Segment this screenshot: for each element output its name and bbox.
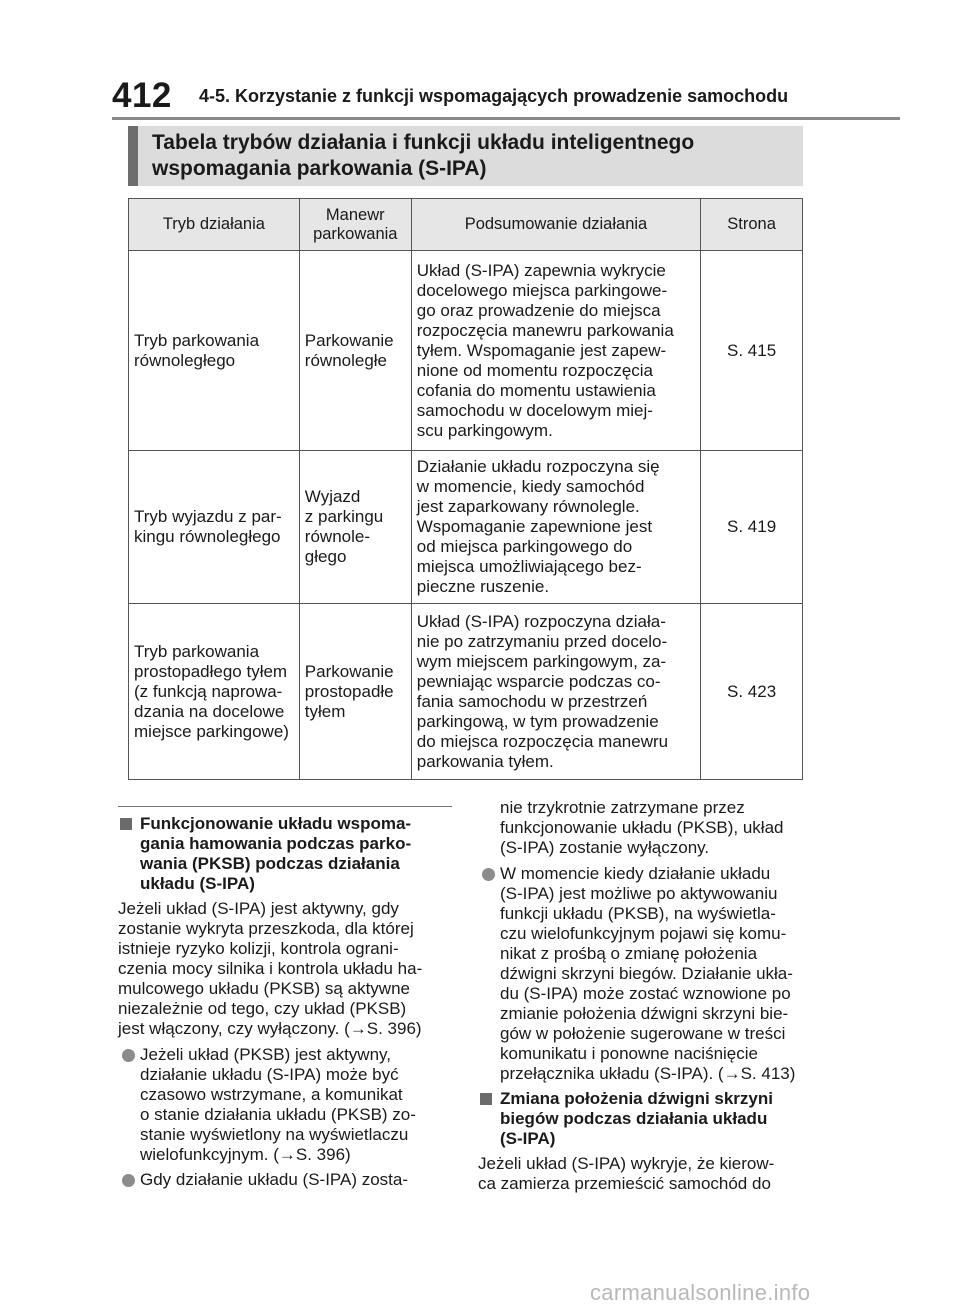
header-rule bbox=[112, 117, 900, 120]
paragraph-pksb: Jeżeli układ (S-IPA) jest aktywny, gdy zostanie wykryta przeszkoda, dla której istnieje ryzyko kolizji, kontrola ograni- czenia mocy silnika i kontrola układu ha- mulcowego układu (PKSB) są aktywne niezależnie od tego, czy układ (PKSB) jest włączony, czy wyłączony. (→S. 396) bbox=[118, 899, 423, 1038]
cell-page: S. 415 bbox=[701, 251, 803, 451]
section-title-line-1: Tabela trybów działania i funkcji układu inteligentnego bbox=[152, 131, 695, 154]
cell-maneuver: Parkowanie prostopadłe tyłem bbox=[299, 604, 411, 780]
header-mode: Tryb działania bbox=[129, 199, 300, 251]
section-title bbox=[152, 130, 694, 182]
modes-table bbox=[128, 198, 803, 780]
chapter-title: 4-5. Korzystanie z funkcji wspomagających prowadzenie samochodu bbox=[199, 86, 789, 106]
heading-gear-change: Zmiana położenia dźwigni skrzyni biegów podczas działania układu (S-IPA) bbox=[478, 1089, 808, 1149]
square-bullet-icon bbox=[480, 1093, 492, 1105]
table-row bbox=[129, 604, 803, 780]
section-title-line-2: wspomagania parkowania (S-IPA) bbox=[152, 157, 487, 180]
round-bullet-icon bbox=[482, 868, 495, 881]
cell-maneuver: Parkowanie równoległe bbox=[299, 251, 411, 451]
bullet-sipa-resume: W momencie kiedy działanie układu (S-IPA) jest możliwe po aktywowaniu funkcji układu (PKSB), na wyświetla- czu wielofunkcyjnym pojawi się komu- nikat z prośbą o zmianę położenia dźwigni skrzyni biegów. Działanie ukła- du (S-IPA) może zostać wznowione po zmianie położenia dźwigni skrzyni bie- gów w położenie sugerowane w treści komunikatu i ponowne naciśnięcie przełącznika układu (S-IPA). (→S. 413) bbox=[478, 864, 808, 1084]
bullet-sipa-stopped: Gdy działanie układu (S-IPA) zosta- bbox=[118, 1170, 454, 1190]
watermark: carmanualsonline.info bbox=[590, 1280, 811, 1305]
header-maneuver: Manewr parkowania bbox=[299, 199, 411, 251]
square-bullet-icon bbox=[120, 818, 132, 830]
bullet-pksb-active: Jeżeli układ (PKSB) jest aktywny, działanie układu (S-IPA) może być czasowo wstrzymane, a komunikat o stanie działania układu (PKSB) zo- stanie wyświetlony na wyświetlaczu wielofunkcyjnym. (→S. 396) bbox=[118, 1045, 454, 1165]
bullet-continuation: nie trzykrotnie zatrzymane przez funkcjonowanie układu (PKSB), układ (S-IPA) zostanie wyłączony. bbox=[500, 798, 784, 857]
table-row bbox=[129, 451, 803, 604]
paragraph-gear-change: Jeżeli układ (S-IPA) wykryje, że kierow- ca zamierza przemieścić samochód do bbox=[478, 1154, 775, 1193]
right-column bbox=[478, 798, 808, 1200]
cell-mode: Tryb parkowania równoległego bbox=[129, 251, 300, 451]
heading-pksb: Funkcjonowanie układu wspoma- gania hamowania podczas parko- wania (PKSB) podczas działania układu (S-IPA) bbox=[118, 814, 454, 894]
section-title-box bbox=[128, 126, 803, 186]
header-summary: Podsumowanie działania bbox=[411, 199, 700, 251]
round-bullet-icon bbox=[122, 1174, 135, 1187]
round-bullet-icon bbox=[122, 1049, 135, 1062]
cell-mode: Tryb wyjazdu z par- kingu równoległego bbox=[129, 451, 300, 604]
cell-summary: Układ (S-IPA) zapewnia wykrycie docelowego miejsca parkingowe- go oraz prowadzenie do miejsca rozpoczęcia manewru parkowania tyłem. Wspomaganie jest zapew- nione od momentu rozpoczęcia cofania do momentu ustawienia samochodu w docelowym miej- scu parkingowym. bbox=[411, 251, 700, 451]
left-column bbox=[118, 806, 454, 1195]
header-page: Strona bbox=[701, 199, 803, 251]
cell-mode: Tryb parkowania prostopadłego tyłem (z funkcją naprowa- dzania na docelowe miejsce parkingowe) bbox=[129, 604, 300, 780]
table-header-row bbox=[129, 199, 803, 251]
block-rule bbox=[118, 806, 452, 807]
cell-page: S. 423 bbox=[701, 604, 803, 780]
table-row bbox=[129, 251, 803, 451]
page-number: 412 bbox=[112, 76, 172, 115]
cell-maneuver: Wyjazd z parkingu równole- głego bbox=[299, 451, 411, 604]
cell-summary: Działanie układu rozpoczyna się w momencie, kiedy samochód jest zaparkowany równolegle. Wspomaganie zapewnione jest od miejsca parkingowego do miejsca umożliwiającego bez- pieczne ruszenie. bbox=[411, 451, 700, 604]
cell-summary: Układ (S-IPA) rozpoczyna działa- nie po zatrzymaniu przed docelo- wym miejscem parkingowym, za- pewniając wsparcie podczas co- fania samochodu w przestrzeń parkingową, w tym prowadzenie do miejsca rozpoczęcia manewru parkowania tyłem. bbox=[411, 604, 700, 780]
cell-page: S. 419 bbox=[701, 451, 803, 604]
